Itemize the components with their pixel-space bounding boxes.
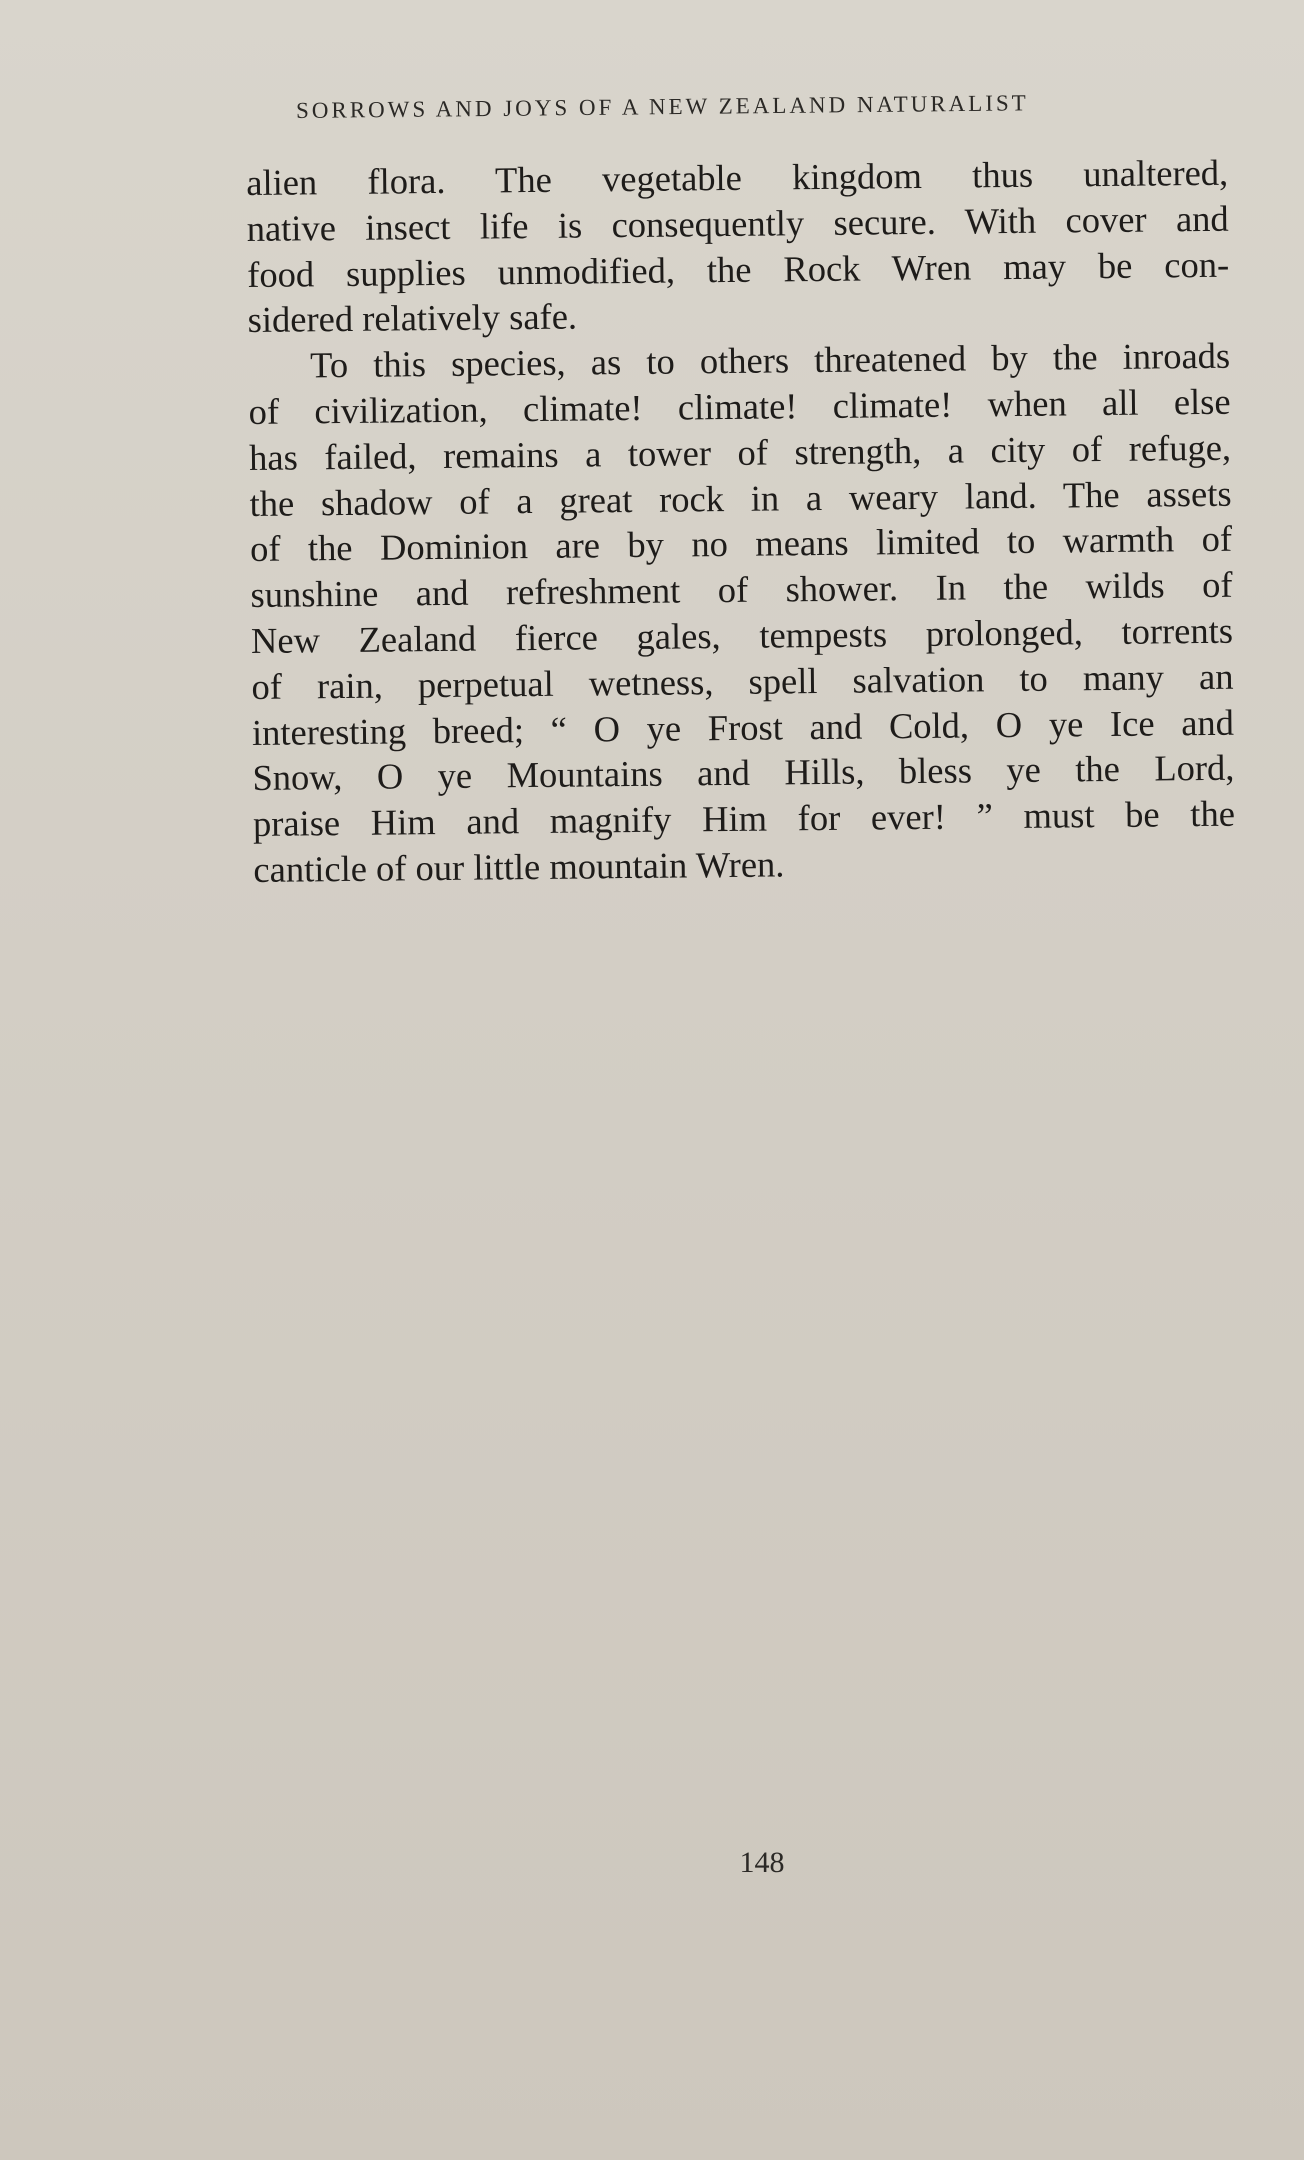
text-line: of civilization, climate! climate! climate! when all else [248, 380, 1231, 432]
text-line: sidered relatively safe. [247, 295, 578, 341]
text-line: praise Him and magnify Him for ever! ” must be the [252, 792, 1236, 845]
paragraph-2 [248, 333, 1236, 893]
text-line: food supplies unmodified, the Rock Wren may be con- [246, 243, 1230, 295]
body-text [246, 150, 1236, 893]
text-line: canticle of our little mountain Wren. [253, 843, 785, 890]
text-line: the shadow of a great rock in a weary land. The assets [249, 472, 1232, 524]
text-line: of rain, perpetual wetness, spell salvation to many an [251, 655, 1234, 707]
text-line: sunshine and refreshment of shower. In the wilds of [250, 563, 1233, 616]
text-line: alien flora. The vegetable kingdom thus unaltered, [246, 151, 1229, 203]
text-line: has failed, remains a tower of strength, a city of refuge, [248, 426, 1232, 478]
text-line: native insect life is consequently secure. With cover and [246, 197, 1229, 249]
text-line: To this species, as to others threatened by the inroads [309, 334, 1231, 386]
text-line: of the Dominion are by no means limited to warmth of [249, 518, 1233, 570]
text-line: interesting breed; “ O ye Frost and Cold, O ye Ice and [251, 701, 1235, 753]
page-number: 148 [739, 1846, 785, 1879]
text-line: Snow, O ye Mountains and Hills, bless ye the Lord, [252, 747, 1235, 799]
text-line: New Zealand fierce gales, tempests prolonged, torrents [250, 609, 1234, 661]
paragraph-1 [246, 150, 1230, 343]
running-head: SORROWS AND JOYS OF A NEW ZEALAND NATURALIST [295, 90, 1029, 123]
